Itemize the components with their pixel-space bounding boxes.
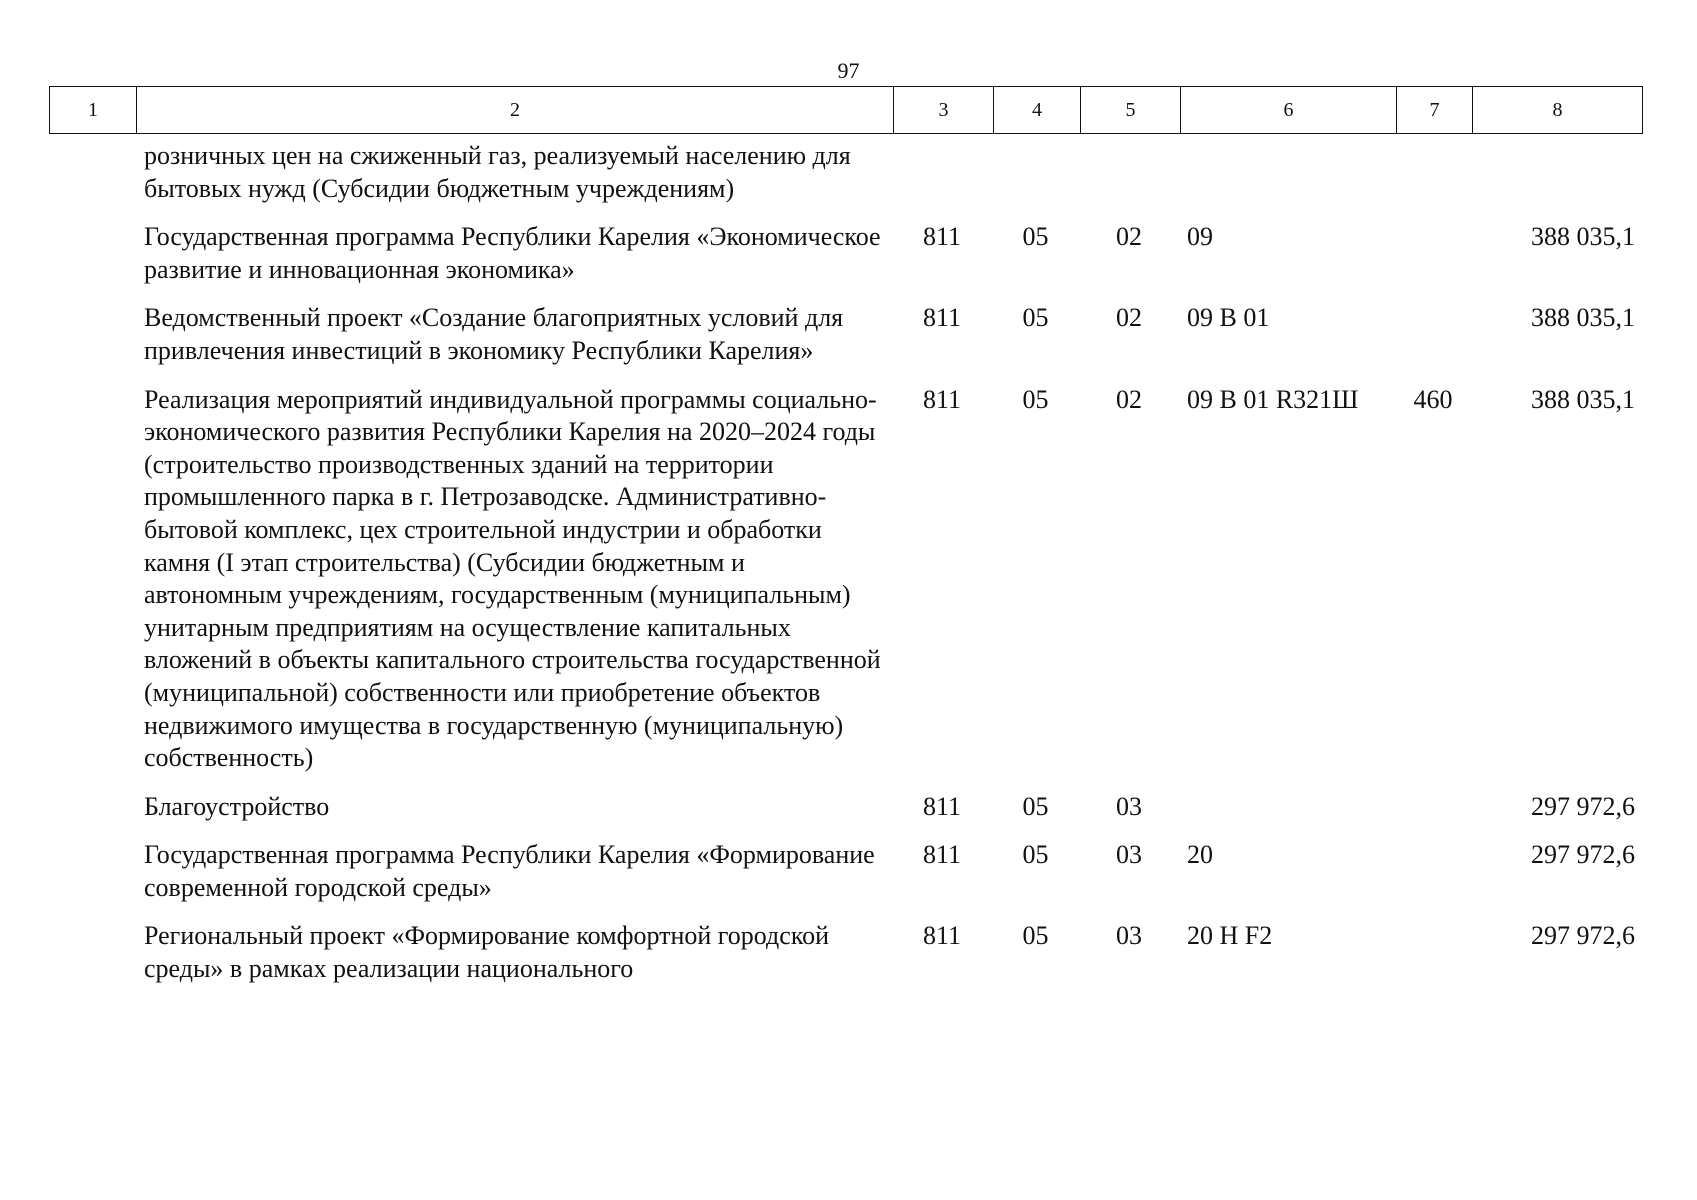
row-description: Региональный проект «Формирование комфортной городской среды» в рамках реализации национального (144, 921, 830, 984)
cell-col-7 (1395, 920, 1471, 985)
column-header-1: 1 (88, 98, 98, 121)
row-description: Реализация мероприятий индивидуальной программы социально-экономического развития Республики Карелия на 2020–2024 годы (строительство производственных зданий на территории промышленного парка в г. Петрозаводске. Административно-бытовой комплекс, цех строительной индустрии и обработки камня (I этап строительства) (Субсидии бюджетным и автономным учреждениям, государственным (муниципальным) унитарным предприятиям на осуществление капитальных вложений в объекты капитального строительства государственной (муниципальной) собственности или приобретение объектов недвижимого имущества в государственную (муниципальную) собственность) (144, 384, 881, 773)
column-header-7: 7 (1396, 87, 1472, 133)
cell-col-5: 02 (1116, 303, 1142, 333)
row-description: Ведомственный проект «Создание благоприятных условий для привлечения инвестиций в экономику Республики Карелия» (144, 303, 844, 365)
cell-col-3 (892, 140, 992, 205)
table-row (49, 791, 1643, 824)
cell-col-6: 09 В 01 R321Ш (1187, 384, 1359, 414)
cell-col-4: 05 (1022, 840, 1049, 870)
cell-col-5: 03 (1116, 840, 1142, 870)
cell-col-7 (1395, 839, 1471, 904)
cell-col-3: 811 (922, 840, 962, 870)
cell-col-5 (1079, 140, 1179, 205)
cell-col-4: 05 (1022, 303, 1049, 333)
cell-col-8: 297 972,6 (1531, 840, 1635, 870)
row-description: Государственная программа Республики Карелия «Формирование современной городской среды» (144, 840, 875, 902)
cell-col-3: 811 (922, 921, 962, 951)
cell-col-3: 811 (922, 791, 962, 821)
cell-col-5: 03 (1116, 921, 1142, 951)
cell-col-8: 297 972,6 (1531, 921, 1635, 951)
cell-col-7 (1395, 221, 1471, 286)
cell-col-4: 05 (1022, 222, 1049, 252)
table-row (49, 839, 1643, 904)
column-header-5: 5 (1080, 87, 1180, 133)
cell-col-6 (1179, 140, 1395, 205)
cell-col-6 (1179, 791, 1395, 824)
page-number: 97 (837, 58, 860, 83)
cell-col-8: 388 035,1 (1531, 222, 1635, 252)
table-body (49, 140, 1643, 1002)
column-header-2: 2 (136, 87, 893, 133)
table-row (49, 221, 1643, 286)
cell-col-7 (1395, 140, 1471, 205)
cell-col-3: 811 (922, 303, 962, 333)
cell-col-4: 05 (1022, 384, 1049, 414)
cell-col-4: 05 (1022, 921, 1049, 951)
row-description: розничных цен на сжиженный газ, реализуемый населению для бытовых нужд (Субсидии бюджетным учреждениям) (144, 141, 851, 203)
cell-col-6: 20 Н F2 (1187, 921, 1273, 951)
cell-col-6: 20 (1187, 840, 1213, 870)
column-header-8: 8 (1472, 87, 1642, 133)
cell-col-6: 09 В 01 (1187, 303, 1270, 333)
table-row (49, 140, 1643, 205)
row-description: Государственная программа Республики Карелия «Экономическое развитие и инновационная экономика» (144, 222, 881, 284)
table-header-row (49, 86, 1643, 134)
table-row (49, 920, 1643, 985)
cell-col-8: 297 972,6 (1531, 791, 1635, 821)
cell-col-8: 388 035,1 (1531, 384, 1635, 414)
cell-col-5: 02 (1116, 222, 1142, 252)
row-description: Благоустройство (144, 791, 330, 821)
cell-col-4 (992, 140, 1079, 205)
cell-col-8: 388 035,1 (1531, 303, 1635, 333)
cell-col-4: 05 (1022, 791, 1049, 821)
cell-col-3: 811 (922, 384, 962, 414)
cell-col-6: 09 (1187, 222, 1213, 252)
cell-col-3: 811 (922, 222, 962, 252)
cell-col-8 (1471, 140, 1643, 205)
cell-col-5: 02 (1116, 384, 1142, 414)
column-header-4: 4 (993, 87, 1080, 133)
column-header-3: 3 (893, 87, 993, 133)
cell-col-7: 460 (1413, 384, 1453, 414)
cell-col-7 (1395, 791, 1471, 824)
cell-col-7 (1395, 302, 1471, 367)
table-row (49, 302, 1643, 367)
table-row (49, 384, 1643, 775)
cell-col-5: 03 (1116, 791, 1142, 821)
column-header-6: 6 (1180, 87, 1396, 133)
